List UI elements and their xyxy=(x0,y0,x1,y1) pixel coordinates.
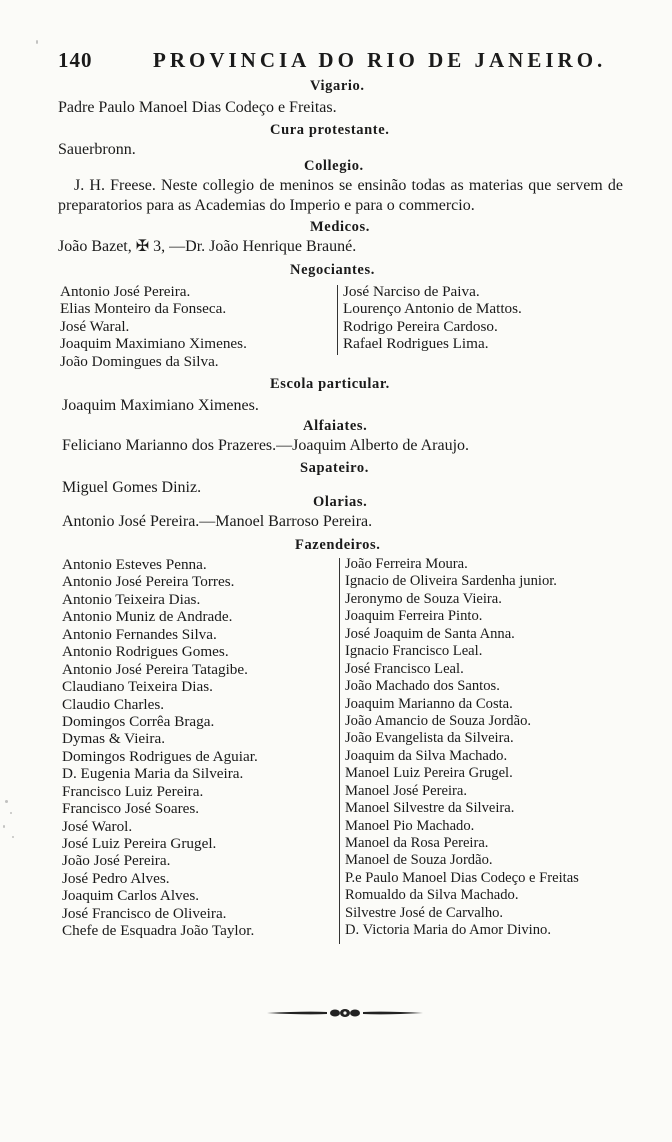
scan-speck xyxy=(5,800,8,803)
list-item: Manoel Silvestre da Silveira. xyxy=(345,800,515,817)
list-item: Antonio Teixeira Dias. xyxy=(62,590,201,608)
list-item: Antonio Fernandes Silva. xyxy=(62,625,217,643)
list-item: João José Pereira. xyxy=(62,852,171,870)
heading-negociantes: Negociantes. xyxy=(290,262,375,278)
heading-alfaiates: Alfaiates. xyxy=(303,418,368,434)
list-item: Francisco Luiz Pereira. xyxy=(62,782,204,800)
list-item: Manoel José Pereira. xyxy=(345,782,467,799)
list-item: João Machado dos Santos. xyxy=(345,678,500,695)
list-item: Joaquim Marianno da Costa. xyxy=(345,695,513,712)
heading-vigario: Vigario. xyxy=(310,78,365,94)
list-item: José Waral. xyxy=(60,317,130,335)
list-item: Claudiano Teixeira Dias. xyxy=(62,678,213,696)
sapateiro-text: Miguel Gomes Diniz. xyxy=(62,479,202,496)
list-item: Joaquim da Silva Machado. xyxy=(345,747,508,764)
heading-olarias: Olarias. xyxy=(313,494,368,510)
list-item: Rodrigo Pereira Cardoso. xyxy=(343,317,498,335)
list-item: Joaquim Ferreira Pinto. xyxy=(345,608,483,625)
fazendeiros-right-column xyxy=(345,556,579,940)
list-item: João Domingues da Silva. xyxy=(60,352,219,370)
list-item: Antonio Esteves Penna. xyxy=(62,556,207,573)
cura-name: Sauerbronn. xyxy=(58,141,136,158)
list-item: Lourenço Antonio de Mattos. xyxy=(343,300,522,318)
scan-speck xyxy=(12,836,14,838)
scan-speck xyxy=(3,825,5,828)
fazendeiros-left-column xyxy=(62,556,258,940)
list-item: José Warol. xyxy=(62,817,133,835)
page-header xyxy=(58,48,618,72)
heading-fazendeiros: Fazendeiros. xyxy=(295,537,381,553)
list-item: Domingos Rodrigues de Aguiar. xyxy=(62,747,258,765)
medicos-text: João Bazet, ✠ 3, —Dr. João Henrique Brauné. xyxy=(58,238,357,255)
negociantes-left-column xyxy=(60,283,247,370)
list-item: Francisco José Soares. xyxy=(62,800,200,818)
list-item: Joaquim Maximiano Ximenes. xyxy=(60,335,247,353)
list-item: Antonio José Pereira Torres. xyxy=(62,573,235,591)
list-item: Ignacio Francisco Leal. xyxy=(345,643,483,660)
list-item: Jeronymo de Souza Vieira. xyxy=(345,590,502,607)
scan-speck xyxy=(10,812,12,814)
list-item: Domingos Corrêa Braga. xyxy=(62,712,215,730)
list-item: Manoel Luiz Pereira Grugel. xyxy=(345,765,513,782)
column-divider xyxy=(337,285,338,355)
list-item: Dymas & Vieira. xyxy=(62,730,165,748)
list-item: Manoel da Rosa Pereira. xyxy=(345,835,489,851)
list-item: Silvestre José de Carvalho. xyxy=(345,904,504,921)
heading-collegio: Collegio. xyxy=(304,158,364,174)
list-item: Antonio Muniz de Andrade. xyxy=(62,608,233,626)
running-title: PROVINCIA DO RIO DE JANEIRO. xyxy=(153,48,607,72)
list-item: José Francisco Leal. xyxy=(345,660,464,677)
list-item: Chefe de Esquadra João Taylor. xyxy=(62,922,255,940)
list-item: João Amancio de Souza Jordão. xyxy=(345,712,532,729)
escola-text: Joaquim Maximiano Ximenes. xyxy=(62,397,259,414)
negociantes-right-column xyxy=(343,283,522,353)
list-item: Antonio José Pereira Tatagibe. xyxy=(62,660,248,678)
heading-cura-protestante: Cura protestante. xyxy=(270,122,390,138)
heading-escola-particular: Escola particular. xyxy=(270,376,390,392)
list-item: Antonio José Pereira. xyxy=(60,283,191,300)
list-item: Elias Monteiro da Fonseca. xyxy=(60,300,227,318)
heading-medicos: Medicos. xyxy=(310,219,370,235)
list-item: José Francisco de Oliveira. xyxy=(62,904,227,922)
list-item: João Ferreira Moura. xyxy=(345,556,468,572)
list-item: Romualdo da Silva Machado. xyxy=(345,887,519,904)
list-item: Claudio Charles. xyxy=(62,695,165,713)
vigario-name: Padre Paulo Manoel Dias Codeço e Freitas. xyxy=(58,99,337,116)
list-item: João Evangelista da Silveira. xyxy=(345,730,514,747)
column-divider xyxy=(339,558,340,944)
list-item: Antonio Rodrigues Gomes. xyxy=(62,643,229,661)
list-item: D. Eugenia Maria da Silveira. xyxy=(62,765,244,783)
list-item: José Luiz Pereira Grugel. xyxy=(62,835,217,852)
list-item: Manoel Pio Machado. xyxy=(345,817,475,834)
olarias-text: Antonio José Pereira.—Manoel Barroso Pereira. xyxy=(62,513,373,530)
ornament-divider xyxy=(265,1006,425,1020)
list-item: José Joaquim de Santa Anna. xyxy=(345,625,515,642)
collegio-text: J. H. Freese. Neste collegio de meninos se ensinão todas as materias que servem de preparatorios para as Academias do Imperio e para o commercio. xyxy=(58,177,623,214)
scan-speck xyxy=(36,40,38,44)
list-item: Manoel de Souza Jordão. xyxy=(345,852,493,869)
list-item: José Pedro Alves. xyxy=(62,869,170,887)
list-item: Rafael Rodrigues Lima. xyxy=(343,335,489,353)
list-item: Joaquim Carlos Alves. xyxy=(62,887,200,905)
list-item: Ignacio de Oliveira Sardenha junior. xyxy=(345,573,557,590)
list-item: P.e Paulo Manoel Dias Codeço e Freitas xyxy=(345,869,579,886)
list-item: José Narciso de Paiva. xyxy=(343,283,480,300)
page-number: 140 xyxy=(58,48,93,72)
heading-sapateiro: Sapateiro. xyxy=(300,460,369,476)
alfaiates-text: Feliciano Marianno dos Prazeres.—Joaquim Alberto de Araujo. xyxy=(62,437,470,454)
list-item: D. Victoria Maria do Amor Divino. xyxy=(345,922,551,939)
